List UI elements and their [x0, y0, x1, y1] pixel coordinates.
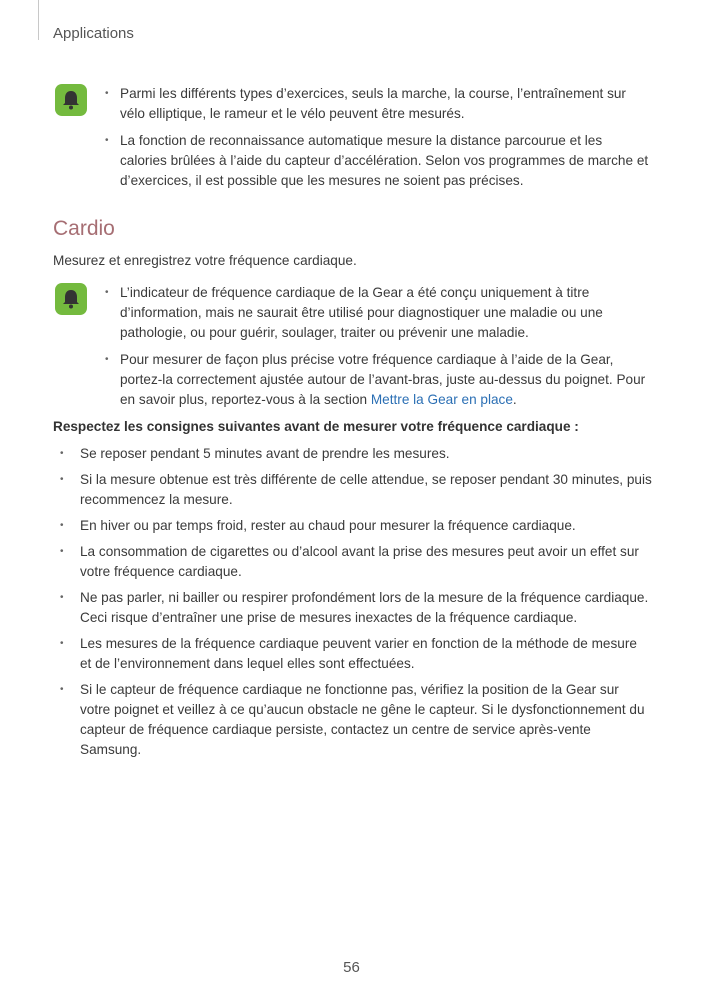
tip-item: • Ne pas parler, ni bailler ou respirer profondément lors de la mesure de la fréquence cardiaque. Ceci risque d’entraîner une prise de mesures inexactes de la fréquence cardiaque.: [60, 588, 652, 628]
header-rule: [38, 0, 39, 40]
section-intro: Mesurez et enregistrez votre fréquence cardiaque.: [53, 253, 357, 268]
note-item-text: Pour mesurer de façon plus précise votre fréquence cardiaque à l’aide de la Gear, portez-la correctement ajustée autour de l’avant-bras, juste au-dessus du poignet. Pour en savoir plus, reportez-vous à la section: [120, 352, 646, 407]
section-title: Cardio: [53, 217, 115, 240]
tips-heading: Respectez les consignes suivantes avant de mesurer votre fréquence cardiaque :: [53, 419, 579, 434]
note-item: [105, 350, 650, 410]
page-number: 56: [343, 959, 360, 976]
note-item: • Parmi les différents types d’exercices, seuls la marche, la course, l’entraînement sur vélo elliptique, le rameur et le vélo peuvent être mesurés.: [105, 84, 650, 124]
tip-item: • Se reposer pendant 5 minutes avant de prendre les mesures.: [60, 444, 652, 464]
tip-item: • Les mesures de la fréquence cardiaque peuvent varier en fonction de la méthode de mesure et de l’environnement dans lequel elles sont effectuées.: [60, 634, 652, 674]
section-header: Applications: [53, 25, 134, 42]
note-item: • L’indicateur de fréquence cardiaque de la Gear a été conçu uniquement à titre d’information, mais ne saurait être utilisé pour diagnostiquer une maladie ou une pathologie, ou pour guérir, soulager, traiter ou prévenir une maladie.: [105, 283, 650, 343]
note-list: [105, 283, 650, 417]
tip-item: • La consommation de cigarettes ou d’alcool avant la prise des mesures peut avoir un effet sur votre fréquence cardiaque.: [60, 542, 652, 582]
tip-item: • Si le capteur de fréquence cardiaque ne fonctionne pas, vérifiez la position de la Gear sur votre poignet et veillez à ce qu’aucun obstacle ne gêne le capteur. Si le dysfonctionnement du capteur de fréquence cardiaque persiste, contactez un centre de service après-vente Samsung.: [60, 680, 652, 760]
tips-list: [60, 444, 652, 766]
tip-item: • En hiver ou par temps froid, rester au chaud pour mesurer la fréquence cardiaque.: [60, 516, 652, 536]
bell-icon: [55, 84, 87, 116]
note-item: • La fonction de reconnaissance automatique mesure la distance parcourue et les calories brûlées à l’aide du capteur d’accélération. Selon vos programmes de marche et d’exercices, il est possible que les mesures ne soient pas précises.: [105, 131, 650, 191]
note-list: [105, 84, 650, 198]
note-item-end: .: [512, 392, 517, 407]
bell-icon: [55, 283, 87, 315]
mettre-la-gear-link[interactable]: Mettre la Gear en place: [370, 392, 513, 407]
tip-item: • Si la mesure obtenue est très différente de celle attendue, se reposer pendant 30 minutes, puis recommencez la mesure.: [60, 470, 652, 510]
